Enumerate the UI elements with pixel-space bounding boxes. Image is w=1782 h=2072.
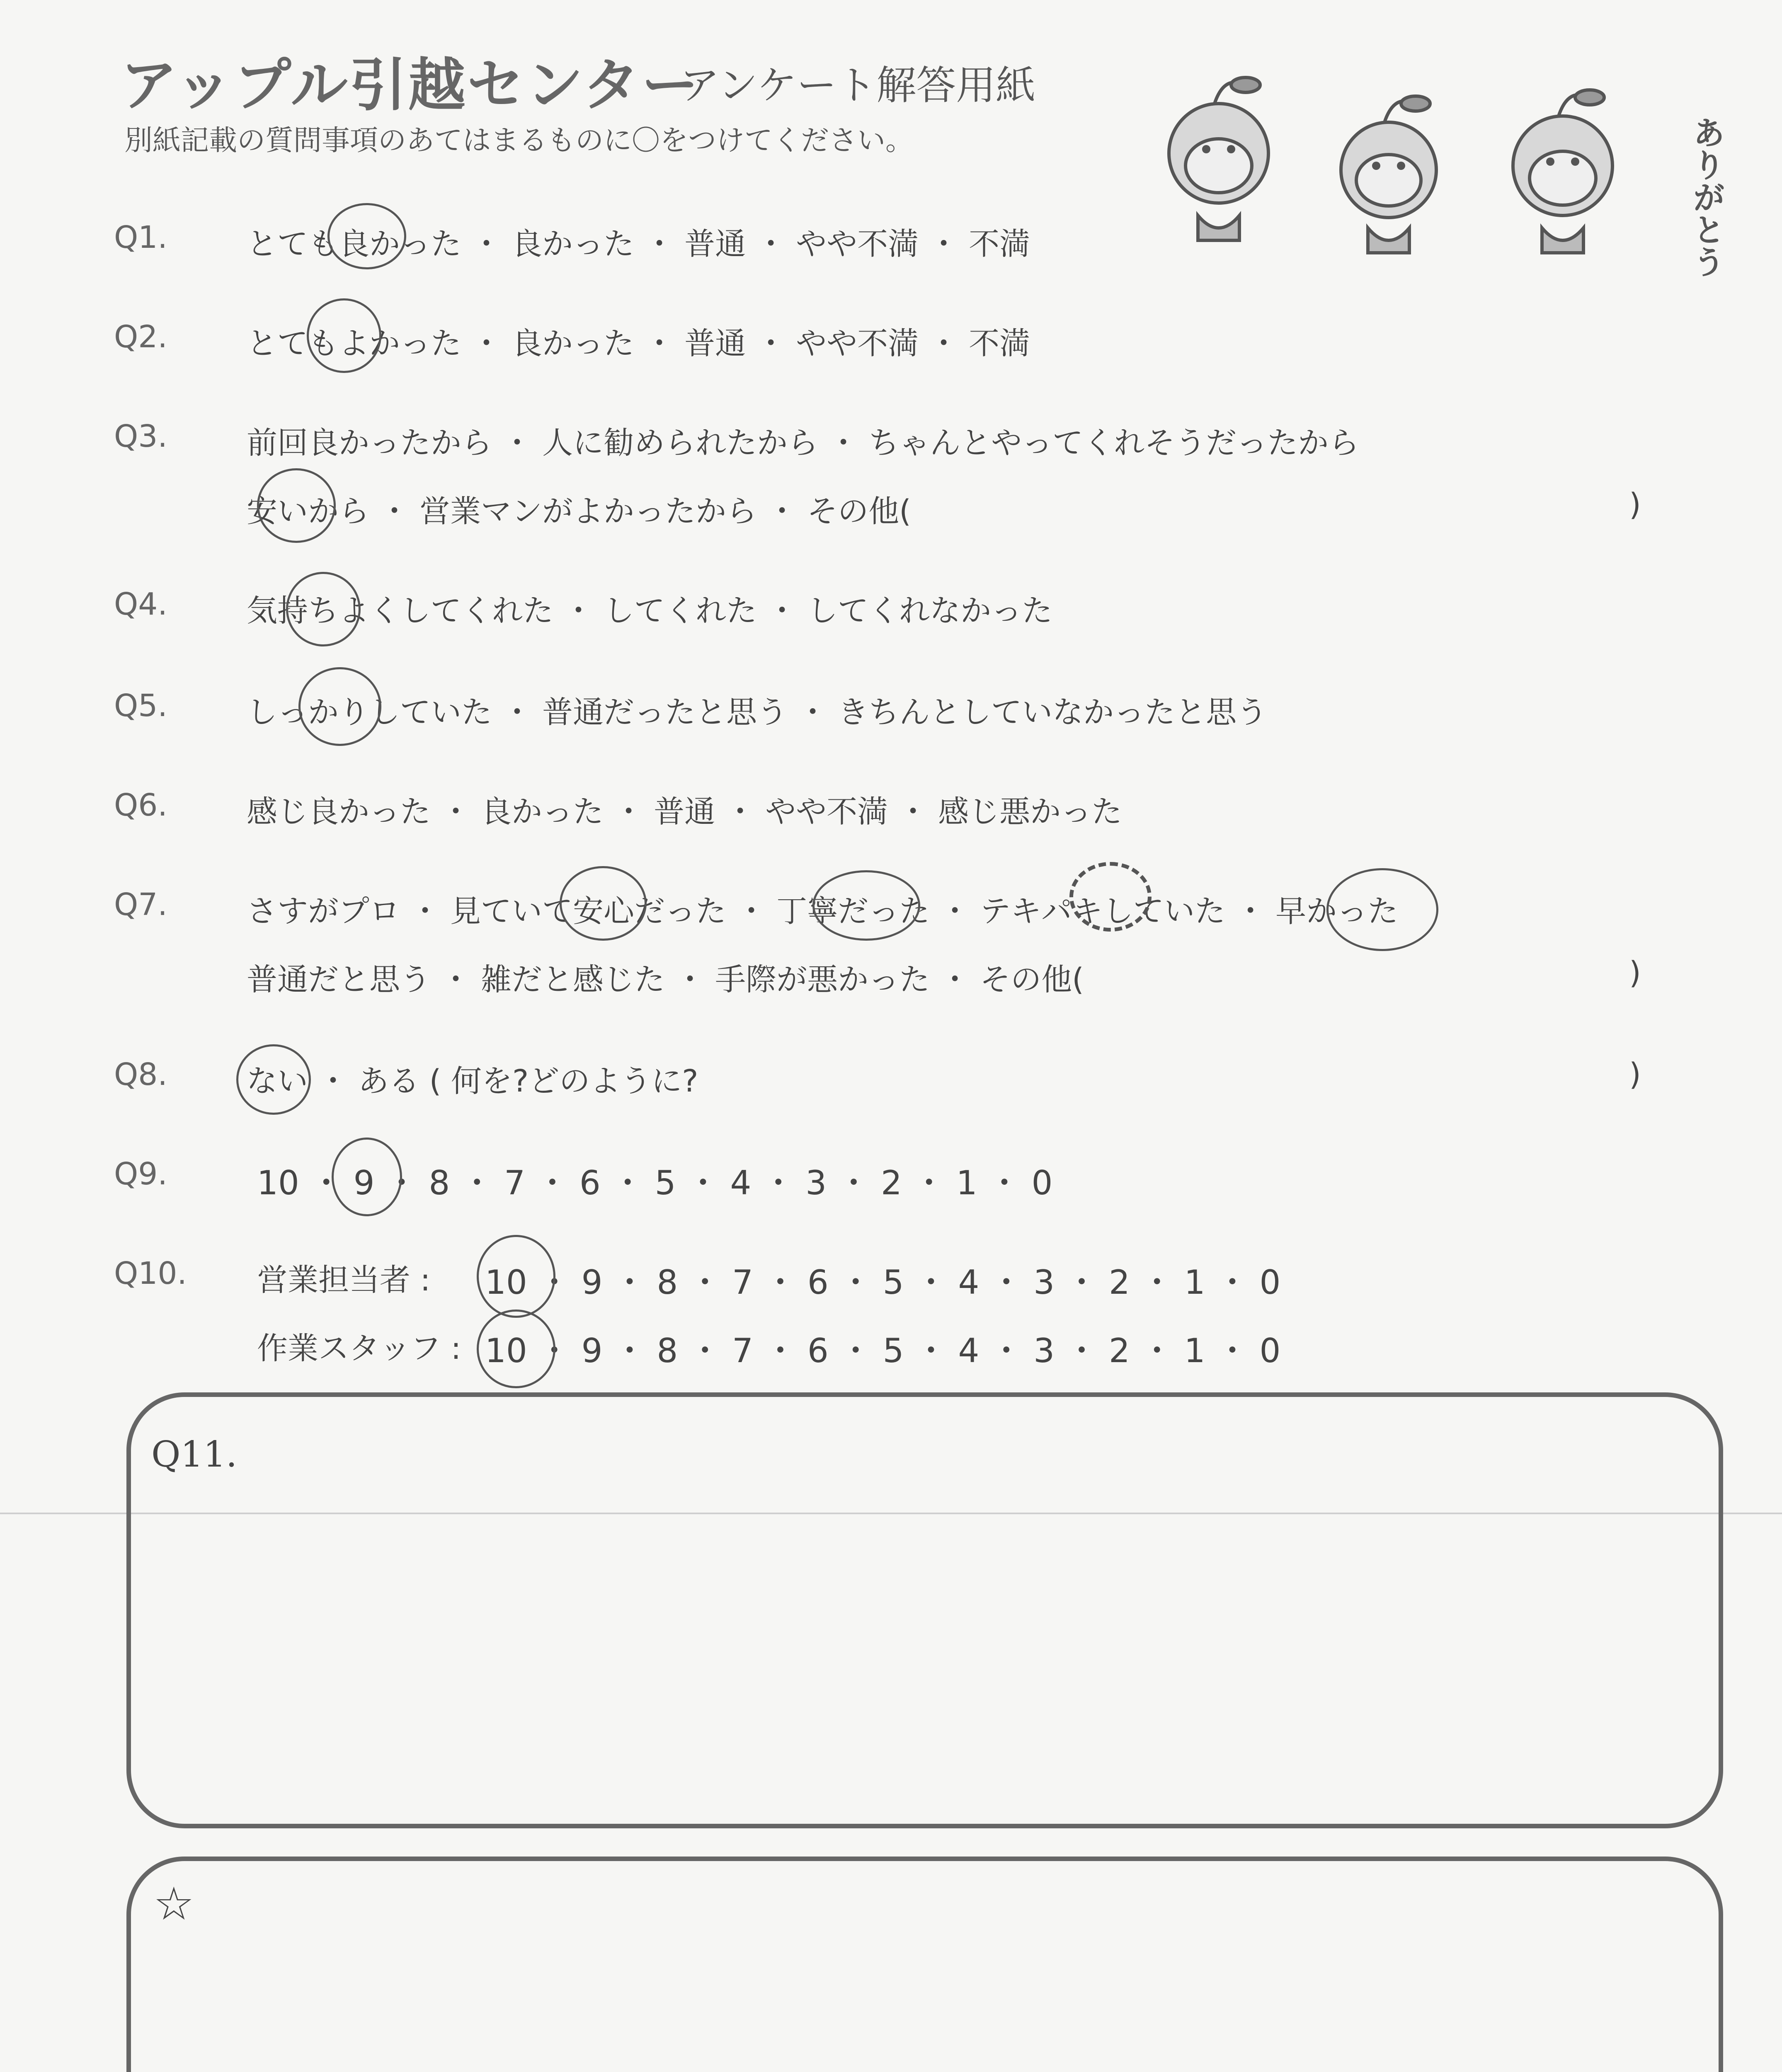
instructions: 別紙記載の質問事項のあてはまるものに〇をつけてください。 <box>124 124 914 157</box>
q10-sales-scale[interactable]: 10 ・ 9 ・ 8 ・ 7 ・ 6 ・ 5 ・ 4 ・ 3 ・ 2 ・ 1 ・ 0 <box>485 1263 1281 1302</box>
star-comment-box[interactable] <box>126 1857 1723 2072</box>
q10-sales-label: 営業担当者 : <box>257 1262 431 1298</box>
star-icon: ☆ <box>153 1877 194 1930</box>
q7-close-paren: ) <box>1629 955 1641 991</box>
q1-options[interactable]: とても良かった ・ 良かった ・ 普通 ・ やや不満 ・ 不満 <box>247 226 1030 262</box>
q10-staff-scale[interactable]: 10 ・ 9 ・ 8 ・ 7 ・ 6 ・ 5 ・ 4 ・ 3 ・ 2 ・ 1 ・ 0 <box>485 1331 1281 1370</box>
q2-number: Q2. <box>114 319 167 355</box>
form-subtitle: アンケート解答用紙 <box>680 62 1036 109</box>
form-title: アップル引越センター <box>120 52 701 119</box>
q5-number: Q5. <box>114 688 167 724</box>
q7-selection-mark-3 <box>1069 862 1152 932</box>
q3-options-line1[interactable]: 前回良かったから ・ 人に勧められたから ・ ちゃんとやってくれそうだったから <box>247 425 1360 461</box>
q4-number: Q4. <box>114 586 167 622</box>
q2-selection-mark <box>307 298 381 373</box>
q10-staff-label: 作業スタッフ : <box>257 1331 461 1366</box>
q8-close-paren: ) <box>1629 1057 1641 1092</box>
q7-options-line2[interactable]: 普通だと思う ・ 雑だと感じた ・ 手際が悪かった ・ その他( <box>247 962 1084 997</box>
q1-number: Q1. <box>114 220 167 255</box>
thanks-text: ありがとう <box>1687 116 1725 278</box>
q3-close-paren: ) <box>1629 487 1641 523</box>
q10-number: Q10. <box>114 1256 187 1291</box>
q4-options[interactable]: 気持ちよくしてくれた ・ してくれた ・ してくれなかった <box>247 593 1053 629</box>
q3-selection-mark <box>257 468 336 543</box>
q7-options-line1[interactable]: さすがプロ ・ 見ていて安心だった ・ 丁寧だった ・ テキパキしていた ・ 早かった <box>247 893 1399 929</box>
q4-selection-mark <box>286 572 361 646</box>
q2-options[interactable]: とてもよかった ・ 良かった ・ 普通 ・ やや不満 ・ 不満 <box>247 326 1030 361</box>
monkey-mascots-illustration <box>1136 46 1708 278</box>
q8-number: Q8. <box>114 1057 167 1092</box>
q3-options-line2[interactable]: 安いから ・ 営業マンがよかったから ・ その他( <box>247 494 911 529</box>
q8-selection-mark <box>236 1044 311 1115</box>
q7-selection-mark-1 <box>560 866 647 941</box>
q6-options[interactable]: 感じ良かった ・ 良かった ・ 普通 ・ やや不満 ・ 感じ悪かった <box>247 794 1123 830</box>
q5-selection-mark <box>298 667 381 746</box>
q5-options[interactable]: しっかりしていた ・ 普通だったと思う ・ きちんとしていなかったと思う <box>247 695 1268 730</box>
q7-number: Q7. <box>114 887 167 922</box>
q11-label: Q11. <box>151 1434 238 1475</box>
q9-selection-mark <box>332 1138 402 1216</box>
q3-number: Q3. <box>114 419 167 454</box>
q6-number: Q6. <box>114 787 167 823</box>
q11-comment-box[interactable] <box>126 1392 1723 1828</box>
q9-scale[interactable]: 10 ・ 9 ・ 8 ・ 7 ・ 6 ・ 5 ・ 4 ・ 3 ・ 2 ・ 1 ・ 0 <box>257 1164 1053 1202</box>
q9-number: Q9. <box>114 1156 167 1192</box>
q10-staff-selection-mark <box>477 1310 555 1388</box>
q7-selection-mark-4 <box>1326 868 1438 951</box>
q7-selection-mark-2 <box>812 870 920 941</box>
q10-sales-selection-mark <box>477 1235 555 1318</box>
q1-selection-mark <box>327 203 406 269</box>
q8-options[interactable]: ない ・ ある ( 何を?どのように? <box>247 1063 698 1099</box>
